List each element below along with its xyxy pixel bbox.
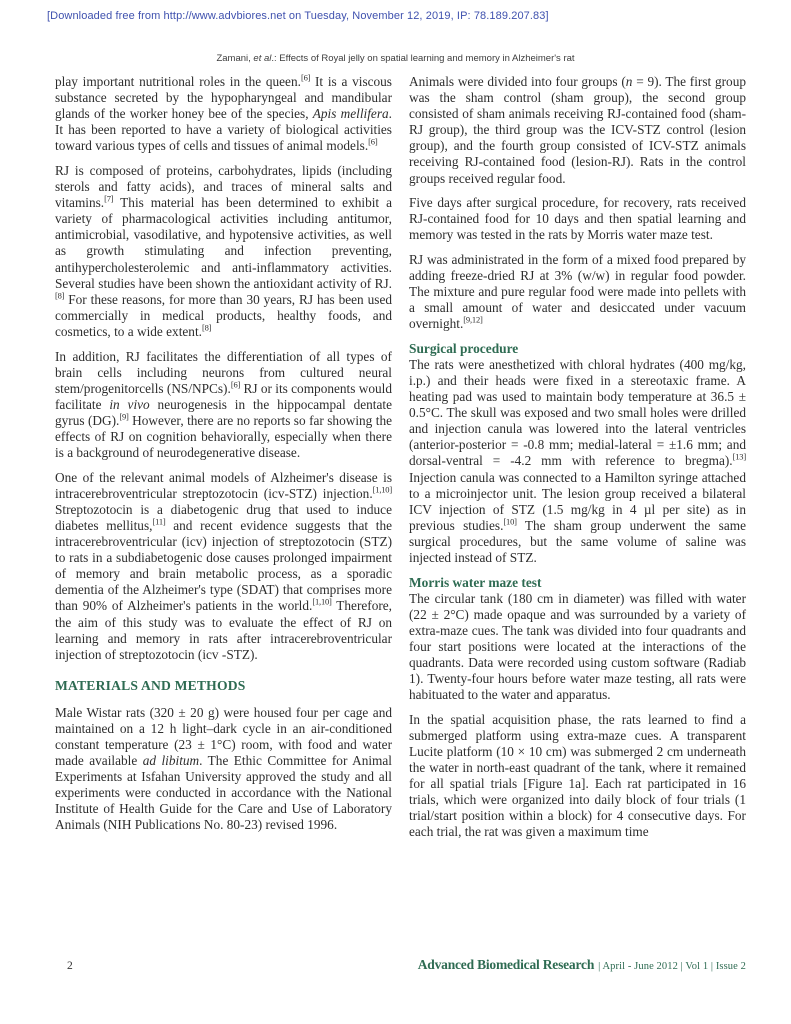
right-column [409,74,746,849]
subsection-heading-surgical-procedure: Surgical procedure [409,340,519,356]
journal-name: Advanced Biomedical Research [417,957,595,972]
intro-paragraph-4: One of the relevant animal models of Alzheimer's disease is intracerebroventricular streptozotocin (icv-STZ) injection.[1,10] Streptozotocin is a diabetogenic drug that used to induce diabetes mellitus,[11] and recent evidence suggests that the intracerebroventricular (icv) injection of streptozotocin (STZ) to rats in a subdiabetogenic dose causes prolonged impairment of memory and brain metabolic process, as a sporadic dementia of the Alzheimer's type (SDAT) that comprises more than 90% of Alzheimer's patients in the world.[1,10] Therefore, the aim of this study was to evaluate the effect of RJ on learning and memory in rats after intracerebroventricular injection of streptozotocin (icv -STZ). [55,469,393,662]
groups-paragraph: Animals were divided into four groups (n = 9). The first group was the sham control (sham group), the second group consisted of sham animals receiving RJ-contained food (sham-RJ group), the third group was the ICV-STZ control (lesion group), and the fourth group consisted of ICV-STZ animals receiving RJ-contained food (lesion-RJ). Rats in the control groups received regular food. [409,74,746,186]
section-heading-materials-and-methods: MATERIALS AND METHODS [55,677,246,693]
intro-paragraph-3: In addition, RJ facilitates the differentiation of all types of brain cells including neurons from cultured neural stem/progenitorcells (NS/NPCs).[6] RJ or its components would facilitate in vivo neurogenesis in the hippocampal dentate gyrus (DG).[9] However, there are no reports so far showing the effects of RJ on cognition behaviorally, especially when there is a background of neurodegenerative disease. [55,348,392,461]
download-banner: [Downloaded free from http://www.advbiores.net on Tuesday, November 12, 2019, IP: 78.189.207.83] [47,10,549,22]
journal-footer [418,956,746,974]
recovery-paragraph: Five days after surgical procedure, for recovery, rats received RJ-contained food for 10 days and then spatial learning and memory was tested in the rats by Morris water maze test. [409,195,746,243]
issue-info: | April - June 2012 | Vol 1 | Issue 2 [598,961,746,972]
surgical-procedure-paragraph: The rats were anesthetized with chloral hydrates (400 mg/kg, i.p.) and their heads were fixed in a stereotaxic frame. A heating pad was used to maintain body temperature at 36.5 ± 0.5°C. The skull was exposed and two small holes were drilled and injection canula was lowered into the lateral ventricles (anterior-posterior = -0.8 mm; medial-lateral = ±1.6 mm; and dorsal-ventral = -4.2 mm with reference to bregma).[13] Injection canula was connected to a Hamilton syringe attached to a microinjector unit. The lesion group received a bilateral ICV injection of STZ (1.5 mg/kg in 4 µl per site) as in previous studies.[10] The sham group underwent the same surgical procedures, but the same volume of saline was injected instead of STZ. [409,356,746,566]
left-column [55,74,392,849]
water-maze-paragraph-2: In the spatial acquisition phase, the rats learned to find a submerged platform using extra-maze cues. A transparent Lucite platform (10 × 10 cm) was submerged 2 cm underneath the water in north-east quadrant of the tank, where it remained for all spatial trials [Figure 1a]. Each rat participated in 16 trials, which were organized into daily block of four trials (1 trial/start position within a block) for 4 consecutive days. For each trial, the rat was given a maximum time [409,711,746,840]
subsection-heading-morris-water-maze: Morris water maze test [409,574,542,590]
intro-paragraph-2: RJ is composed of proteins, carbohydrates, lipids (including sterols and fatty acids), and traces of mineral salts and vitamins.[7] This material has been determined to exhibit a variety of pharmacological activities including antitumor, antimicrobial, vasodilative, and hypotensive activities, as well as growth stimulating and infection preventing, antihypercholesterolemic and anti-inflammatory activities. Several studies have been shown the antioxidant activity of RJ.[8] For these reasons, for more than 30 years, RJ has been used commercially in medical products, healthy foods, and cosmetics, to a wide extent.[8] [55,162,392,339]
page-number: 2 [67,960,73,972]
rj-food-paragraph: RJ was administrated in the form of a mixed food prepared by adding freeze-dried RJ at 3% (w/w) in regular food powder. The mixture and pure regular food were made into pellets with a small amount of water and desiccated under vacuum overnight.[9,12] [409,251,746,332]
methods-paragraph: Male Wistar rats (320 ± 20 g) were housed four per cage and maintained on a 12 h light–dark cycle in an air-conditioned constant temperature (23 ± 1°C) room, with food and water made available ad libitum. The Ethic Committee for Animal Experiments at Isfahan University approved the study and all experiments were conducted in accordance with the National Institute of Health Guide for the Care and Use of Laboratory Animals (NIH Publications No. 80-23) revised 1996. [55,704,392,833]
water-maze-paragraph-1: The circular tank (180 cm in diameter) was filled with water (22 ± 2°C) made opaque and was surrounded by a variety of extra-maze cues. The tank was divided into four quadrants and four start positions were located at the interactions of the quadrants. Data were recorded using custom software (Radiab 1). Twenty-four hours before water maze testing, all rats were habituated to the water and apparatus. [409,590,746,703]
intro-paragraph-1: play important nutritional roles in the queen.[6] It is a viscous substance secreted by the hypopharyngeal and mandibular glands of the worker honey bee of the species, Apis mellifera. It has been reported to have a variety of biological activities toward various types of cells and tissues of animal models.[6] [55,72,392,154]
page-footer [55,956,746,974]
two-column-body [55,74,746,849]
running-head: Zamani, et al.: Effects of Royal jelly on spatial learning and memory in Alzheimer's rat [216,53,575,64]
